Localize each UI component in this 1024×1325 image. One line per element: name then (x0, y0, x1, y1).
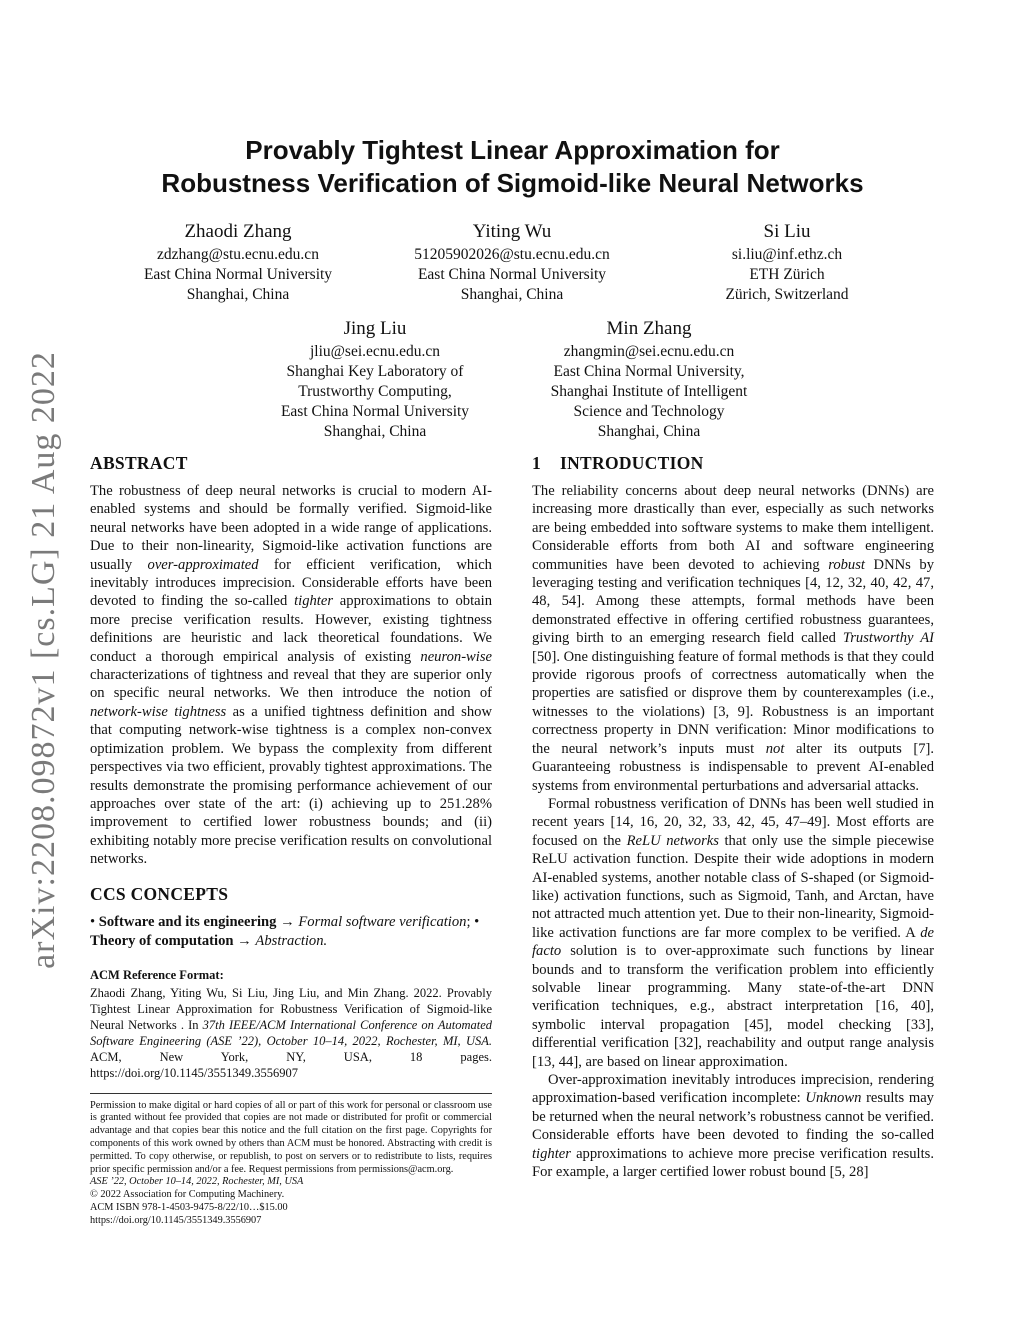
acm-reference-text: Zhaodi Zhang, Yiting Wu, Si Liu, Jing Liu, and Min Zhang. 2022. Provably Tightest Linear Approximation for Robustness Verification of Sigmoid-like Neural Networks . In 37th IEEE/ACM International Conference on Automated Software Engineering (ASE ’22), October 10–14, 2022, Rochester, MI, USA. ACM, New York, NY, USA, 18 pages. https://doi.org/10.1145/3551349.3556907 (90, 985, 492, 1080)
author-name: Jing Liu (343, 318, 407, 339)
author-name: Zhaodi Zhang (184, 221, 292, 242)
permission-notice: Permission to make digital or hard copies of all or part of this work for personal or classroom use is granted without fee provided that copies are not made or distributed for profit or commercial advantage and that copies bear this notice and the full citation on the first page. Copyrights for components of this work owned by others than ACM must be honored. Abstracting with credit is permitted. To copy otherwise, or republish, to post on servers or to redistribute to lists, requires prior specific permission and/or a fee. Request permissions from permissions@acm.org. (90, 1099, 492, 1175)
intro-paragraph-2: Formal robustness verification of DNNs has been well studied in recent years [14, 16, 20, 32, 33, 42, 45, 47–49]. Most efforts are focused on the ReLU networks that only use the simple piecewise ReLU activation function. Despite their wide adoptions in modern AI-enabled systems, another notable class of S-shaped (or Sigmoid-like) activation functions, such as Sigmoid, Tanh, and Arctan, have not attracted much attention yet. Due to their non-linearity, Sigmoid-like activation functions are far more complex to be verified. A de facto solution is to over-approximate such functions by linear bounds and to transform the verification problem into efficiently solvable linear programming. Many state-of-the-art DNN verification techniques, e.g., abstract interpretation [16, 40], symbolic interval propagation [45], model checking [33], differential verification [32], reachability and output range analysis [13, 44], are based on linear approximation. (532, 795, 934, 1070)
permission-isbn: ACM ISBN 978-1-4503-9475-8/22/10…$15.00 (90, 1201, 288, 1213)
author-block (524, 316, 774, 442)
author-affiliation: East China Normal University (143, 266, 333, 283)
permission-copyright: © 2022 Association for Computing Machinery. (90, 1189, 285, 1201)
right-column (532, 452, 934, 1181)
left-column (90, 452, 492, 1228)
author-affiliation: Shanghai Key Laboratory of (286, 363, 464, 380)
title-line-2: Robustness Verification of Sigmoid-like Neural Networks (161, 168, 864, 198)
author-email[interactable]: zdzhang@stu.ecnu.edu.cn (157, 246, 319, 263)
permission-doi-link[interactable]: https://doi.org/10.1145/3551349.3556907 (90, 1214, 262, 1226)
section-number: 1 (532, 453, 542, 473)
author-location: Shanghai, China (460, 286, 564, 303)
author-affiliation: East China Normal University (280, 403, 470, 420)
author-block (687, 219, 887, 305)
intro-paragraph-1: The reliability concerns about deep neural networks (DNNs) are increasing more drastically than ever, especially as such networks are being embedded into software systems to make them intelligent. Considerable efforts from both AI and software engineering communities have been devoted to achieving robust DNNs by leveraging testing and verification techniques [4, 12, 32, 40, 42, 47, 48, 54]. Among these attempts, formal methods have been demonstrated effective in offering certified robustness guarantees, giving birth to an emerging research field called Trustworthy AI [50]. One distinguishing feature of formal methods is that they could provide rigorous proofs of correctness automatically when the properties are satisfied or disprove them by counterexamples (i.e., witnesses to the violations) [3, 9]. Robustness is an important correctness property in DNN verification: Minor modifications to the neural network’s inputs must not alter its outputs [7]. Guaranteeing robustness is indispensable to prevent AI-enabled systems from environmental perturbations and adversarial attacks. (532, 483, 934, 794)
author-affiliation: Trustworthy Computing, (298, 383, 452, 400)
author-location: Zürich, Switzerland (725, 286, 849, 303)
author-name: Min Zhang (606, 318, 692, 339)
author-location: Shanghai, China (323, 423, 427, 440)
author-name: Si Liu (763, 221, 811, 242)
acm-reference-heading: ACM Reference Format: (90, 967, 224, 982)
ccs-heading: CCS CONCEPTS (90, 883, 229, 904)
author-email[interactable]: 51205902026@stu.ecnu.edu.cn (414, 246, 610, 263)
author-block (382, 219, 642, 305)
author-email[interactable]: zhangmin@sei.ecnu.edu.cn (563, 343, 735, 360)
ccs-concepts: • Software and its engineering → Formal software verification; • Theory of computation → Abstraction. (90, 913, 480, 949)
author-affiliation: ETH Zürich (749, 266, 825, 283)
author-affiliation: Science and Technology (573, 403, 725, 420)
footnote-divider (90, 1093, 492, 1094)
intro-paragraph-3: Over-approximation inevitably introduces imprecision, rendering approximation-based verification incomplete: Unknown results may be returned when the neural network’s robustness cannot be verified. Considerable efforts have been devoted to finding the so-called tighter approximations to achieve more precise verification results. For example, a larger certified lower robust bound [5, 28] (532, 1072, 935, 1181)
author-block (118, 219, 358, 305)
arxiv-stamp: arXiv:2208.09872v1 [cs.LG] 21 Aug 2022 (25, 351, 62, 969)
author-affiliation: Shanghai Institute of Intelligent (550, 383, 748, 400)
author-affiliation: East China Normal University (417, 266, 607, 283)
author-location: Shanghai, China (186, 286, 290, 303)
abstract-heading: ABSTRACT (90, 453, 188, 473)
author-name: Yiting Wu (472, 221, 552, 242)
author-block (255, 316, 495, 442)
permission-venue: ASE ’22, October 10–14, 2022, Rochester, MI, USA (90, 1176, 304, 1188)
author-location: Shanghai, China (597, 423, 701, 440)
author-email[interactable]: si.liu@inf.ethz.ch (731, 246, 843, 263)
section-title: INTRODUCTION (560, 453, 704, 473)
title-line-1: Provably Tightest Linear Approximation for (245, 135, 780, 165)
introduction-heading (532, 452, 934, 474)
paper-title (90, 134, 935, 200)
abstract-text: The robustness of deep neural networks is crucial to modern AI-enabled systems and should be formally verified. Sigmoid-like neural networks have been adopted in a wide range of applications. Due to their non-linearity, Sigmoid-like activation functions are usually over-approximated for efficient verification, which inevitably introduces imprecision. Considerable efforts have been devoted to finding the so-called tighter approximations to obtain more precise verification results. However, existing tightness definitions are heuristic and lack theoretical foundations. We conduct a thorough empirical analysis of existing neuron-wise characterizations of tightness and reveal that they are superior only on specific neural networks. We then introduce the notion of network-wise tightness as a unified tightness definition and show that computing network-wise tightness is a complex non-convex optimization problem. We bypass the complexity from different perspectives via two efficient, provably tightest approximations. The results demonstrate the promising performance achievement of our approaches over state of the art: (i) achieving up to 251.28% improvement to certified lower robustness bounds; and (ii) exhibiting notably more precise verification results on convolutional networks. (90, 483, 492, 868)
author-affiliation: East China Normal University, (553, 363, 745, 380)
author-email[interactable]: jliu@sei.ecnu.edu.cn (309, 343, 441, 360)
